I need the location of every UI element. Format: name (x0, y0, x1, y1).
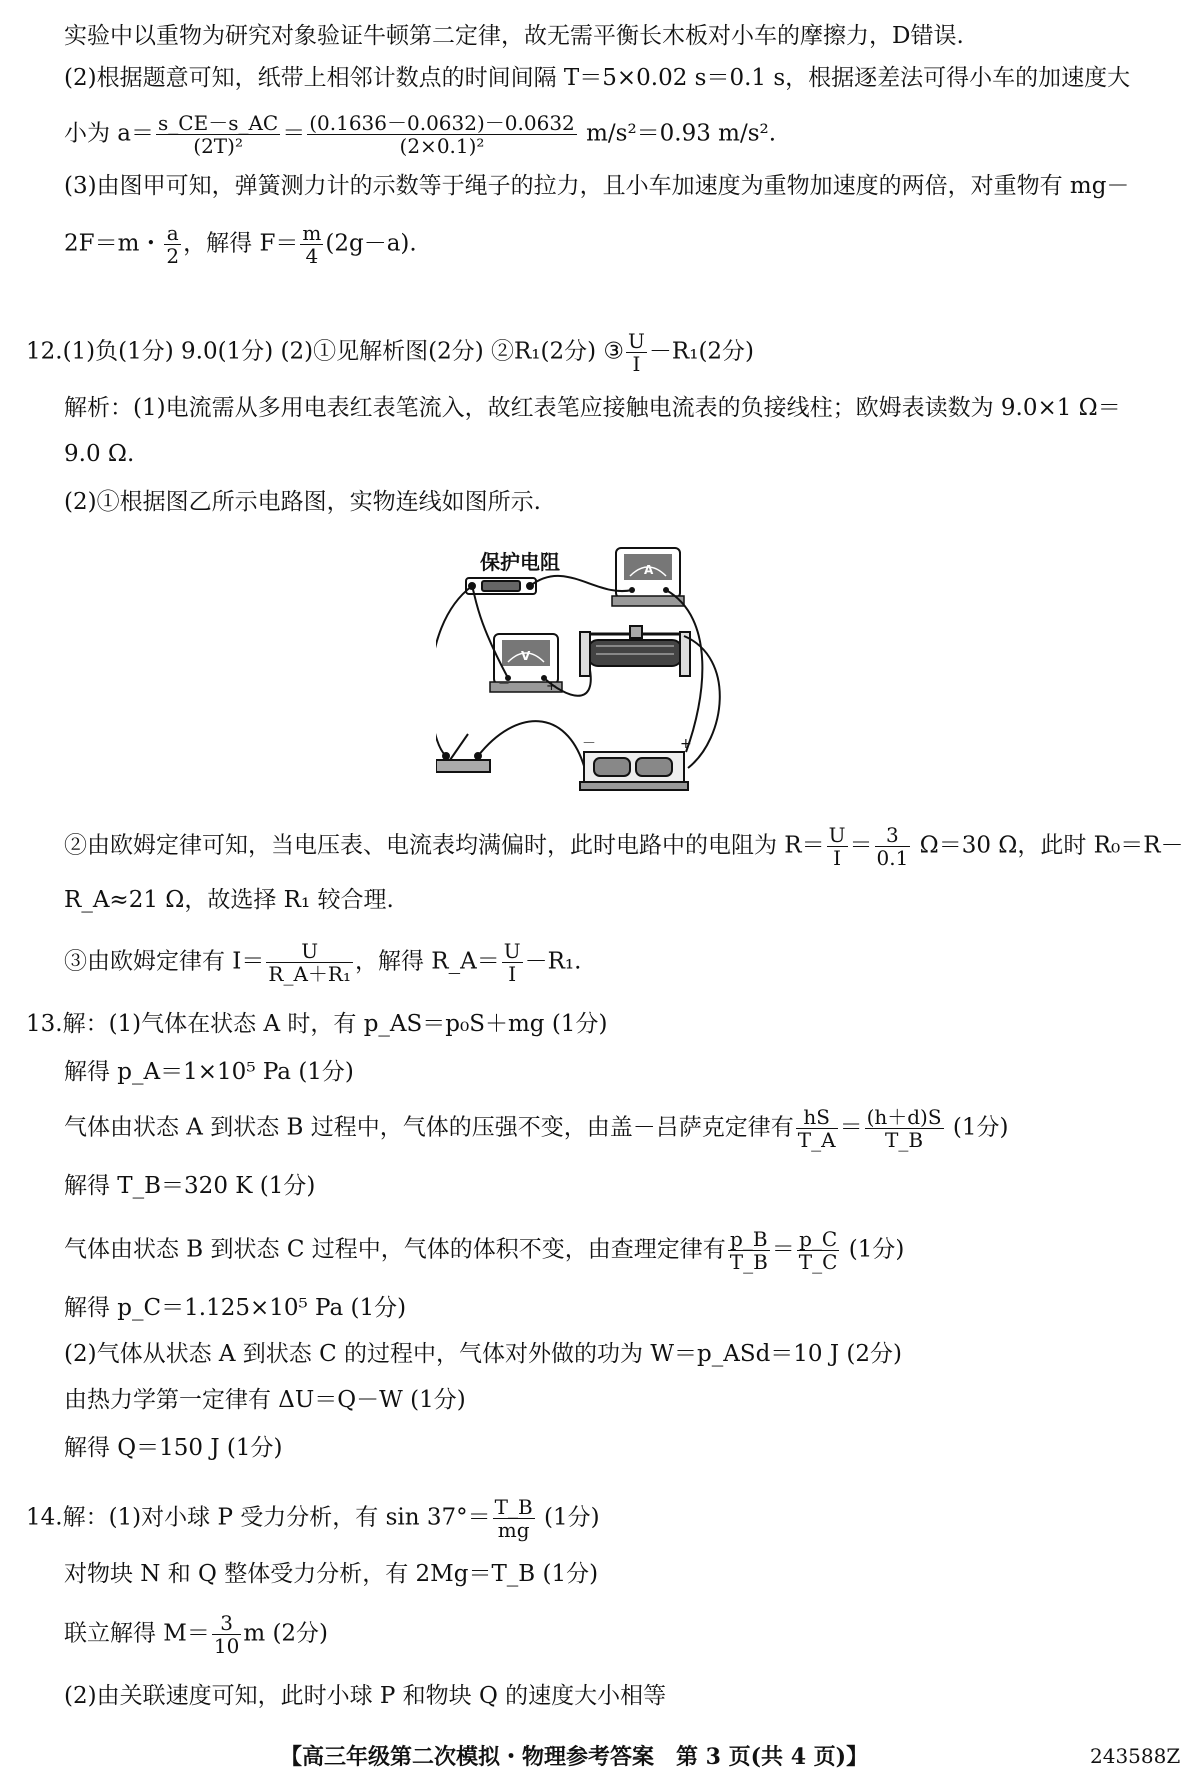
voltmeter-minus-sign: － (498, 677, 511, 691)
ammeter-letter: A (644, 563, 654, 577)
text-line: (2)由关联速度可知，此时小球 P 和物块 Q 的速度大小相等 (64, 1683, 667, 1709)
denominator: R_A＋R₁ (268, 962, 351, 986)
rheostat (580, 626, 690, 676)
text-line: 由热力学第一定律有 ΔU＝Q－W (1分) (64, 1387, 466, 1413)
text-fragment: 2F＝m・ (64, 230, 163, 257)
denominator: T_B (885, 1128, 924, 1152)
text-fragment: Ω＝30 Ω，此时 R₀＝R－ (912, 832, 1184, 859)
fraction (212, 1612, 241, 1657)
numerator: m (302, 221, 322, 245)
text-line: (2)①根据图乙所示电路图，实物连线如图所示. (64, 489, 541, 515)
fraction (493, 1496, 535, 1541)
battery-box (580, 752, 688, 790)
text-fragment: －R₁. (524, 948, 582, 975)
denominator: T_A (797, 1128, 836, 1152)
page-footer-title: 【高三年级第二次模拟・物理参考答案 第 3 页(共 4 页)】 (280, 1744, 869, 1770)
denominator: I (632, 352, 641, 376)
fraction (156, 112, 280, 157)
text-fragment: (1分) (945, 1114, 1009, 1141)
denominator: 4 (305, 244, 319, 268)
text-line: 解得 T_B＝320 K (1分) (64, 1173, 316, 1199)
denominator: T_C (798, 1250, 838, 1274)
fraction (875, 824, 911, 869)
numerator: a (164, 222, 181, 245)
question-13-answer: 13.解：(1)气体在状态 A 时，有 p_AS＝p₀S＋mg (1分) (26, 1011, 608, 1037)
denominator: mg (497, 1518, 530, 1542)
question-14-answer (26, 1496, 1170, 1541)
numerator: U (503, 939, 521, 963)
denominator: T_B (729, 1250, 768, 1274)
equation-line (64, 112, 1170, 157)
fraction (728, 1228, 770, 1273)
fraction (865, 1106, 944, 1151)
denominator: 2 (166, 244, 180, 268)
denominator: 0.1 (876, 846, 909, 870)
denominator: I (508, 962, 517, 986)
denominator: 10 (213, 1634, 240, 1658)
text-fragment: 气体由状态 B 到状态 C 过程中，气体的体积不变，由查理定律有 (64, 1236, 726, 1263)
text-fragment: ＝ (839, 1114, 863, 1141)
numerator: T_B (494, 1495, 533, 1519)
text-fragment: ，解得 F＝ (183, 230, 299, 257)
equation-line (64, 1106, 1170, 1151)
battery-minus-sign: － (582, 736, 596, 752)
equation-line (64, 1228, 1170, 1273)
numerator: p_C (797, 1228, 840, 1251)
voltmeter-plus-sign: + (546, 679, 557, 694)
fraction (266, 940, 353, 985)
numerator: (0.1636－0.0632)－0.0632 (309, 111, 575, 135)
text-fragment: m/s²＝0.93 m/s². (578, 120, 777, 147)
numerator: hS (796, 1106, 838, 1129)
text-fragment: 14.解：(1)对小球 P 受力分析，有 sin 37°＝ (26, 1504, 491, 1531)
ammeter (612, 548, 684, 606)
fraction (796, 1106, 838, 1151)
numerator: 3 (212, 1612, 241, 1635)
fraction (626, 330, 647, 375)
text-fragment: 小为 a＝ (64, 120, 155, 147)
fraction (307, 112, 577, 157)
text-fragment: －R₁(2分) (648, 338, 755, 365)
denominator: I (833, 846, 842, 870)
text-fragment: (2g－a). (325, 230, 417, 257)
numerator: s_CE－s_AC (158, 111, 279, 135)
protective-resistor (466, 578, 536, 594)
numerator: U (628, 329, 645, 353)
text-fragment: m (2分) (243, 1620, 329, 1647)
numerator: p_B (728, 1228, 770, 1251)
text-line: 解得 p_C＝1.125×10⁵ Pa (1分) (64, 1295, 407, 1321)
text-fragment: 气体由状态 A 到状态 B 过程中，气体的压强不变，由盖－吕萨克定律有 (64, 1114, 794, 1141)
denominator: (2T)² (193, 134, 243, 158)
battery-plus-sign: + (680, 736, 692, 752)
equation-line (64, 823, 1184, 870)
text-line: 对物块 N 和 Q 整体受力分析，有 2Mg＝T_B (1分) (64, 1561, 599, 1587)
text-fragment: ＝ (771, 1236, 795, 1263)
denominator: (2×0.1)² (399, 134, 485, 158)
equation-line (64, 940, 1170, 985)
text-fragment: ＝ (849, 832, 873, 859)
numerator: U (828, 823, 846, 847)
text-fragment: (1分) (841, 1236, 905, 1263)
fraction (300, 222, 323, 267)
text-line: (3)由图甲可知，弹簧测力计的示数等于绳子的拉力，且小车加速度为重物加速度的两倍，对重物有 mg－ (64, 173, 1130, 199)
voltmeter-letter: V (521, 649, 531, 663)
text-line: 解析：(1)电流需从多用电表红表笔流入，故红表笔应接触电流表的负接线柱；欧姆表读数为 9.0×1 Ω＝ (64, 395, 1121, 421)
text-line: 实验中以重物为研究对象验证牛顿第二定律，故无需平衡长木板对小车的摩擦力，D错误. (64, 23, 964, 49)
fraction (797, 1228, 840, 1273)
circuit-figure (436, 538, 756, 798)
document-code: 243588Z (1090, 1744, 1181, 1768)
fraction (164, 222, 181, 267)
text-line: 解得 Q＝150 J (1分) (64, 1435, 283, 1461)
text-fragment: 联立解得 M＝ (64, 1620, 210, 1647)
text-line: (2)根据题意可知，纸带上相邻计数点的时间间隔 T＝5×0.02 s＝0.1 s，根据逐差法可得小车的加速度大 (64, 65, 1131, 91)
text-fragment: ＝ (282, 120, 306, 147)
text-line: 9.0 Ω. (64, 441, 135, 467)
fraction (827, 824, 848, 869)
numerator: U (266, 940, 353, 963)
text-fragment: 12.(1)负(1分) 9.0(1分) (2)①见解析图(2分) ②R₁(2分) ③ (26, 338, 625, 365)
equation-line (64, 222, 1170, 267)
text-line: (2)气体从状态 A 到状态 C 的过程中，气体对外做的功为 W＝p_ASd＝10 J (2分) (64, 1341, 902, 1367)
fraction (502, 940, 523, 985)
text-line: R_A≈21 Ω，故选择 R₁ 较合理. (64, 887, 394, 913)
figure-label: 保护电阻 (480, 550, 560, 574)
text-line: 解得 p_A＝1×10⁵ Pa (1分) (64, 1059, 354, 1085)
numerator: 3 (875, 824, 911, 847)
text-fragment: ，解得 R_A＝ (354, 948, 500, 975)
text-fragment: ③由欧姆定律有 I＝ (64, 948, 265, 975)
text-fragment: ②由欧姆定律可知，当电压表、电流表均满偏时，此时电路中的电阻为 R＝ (64, 832, 825, 859)
text-fragment: (1分) (536, 1504, 600, 1531)
equation-line (64, 1612, 1170, 1657)
numerator: (h＋d)S (866, 1105, 942, 1129)
question-12-answer (26, 330, 1170, 375)
